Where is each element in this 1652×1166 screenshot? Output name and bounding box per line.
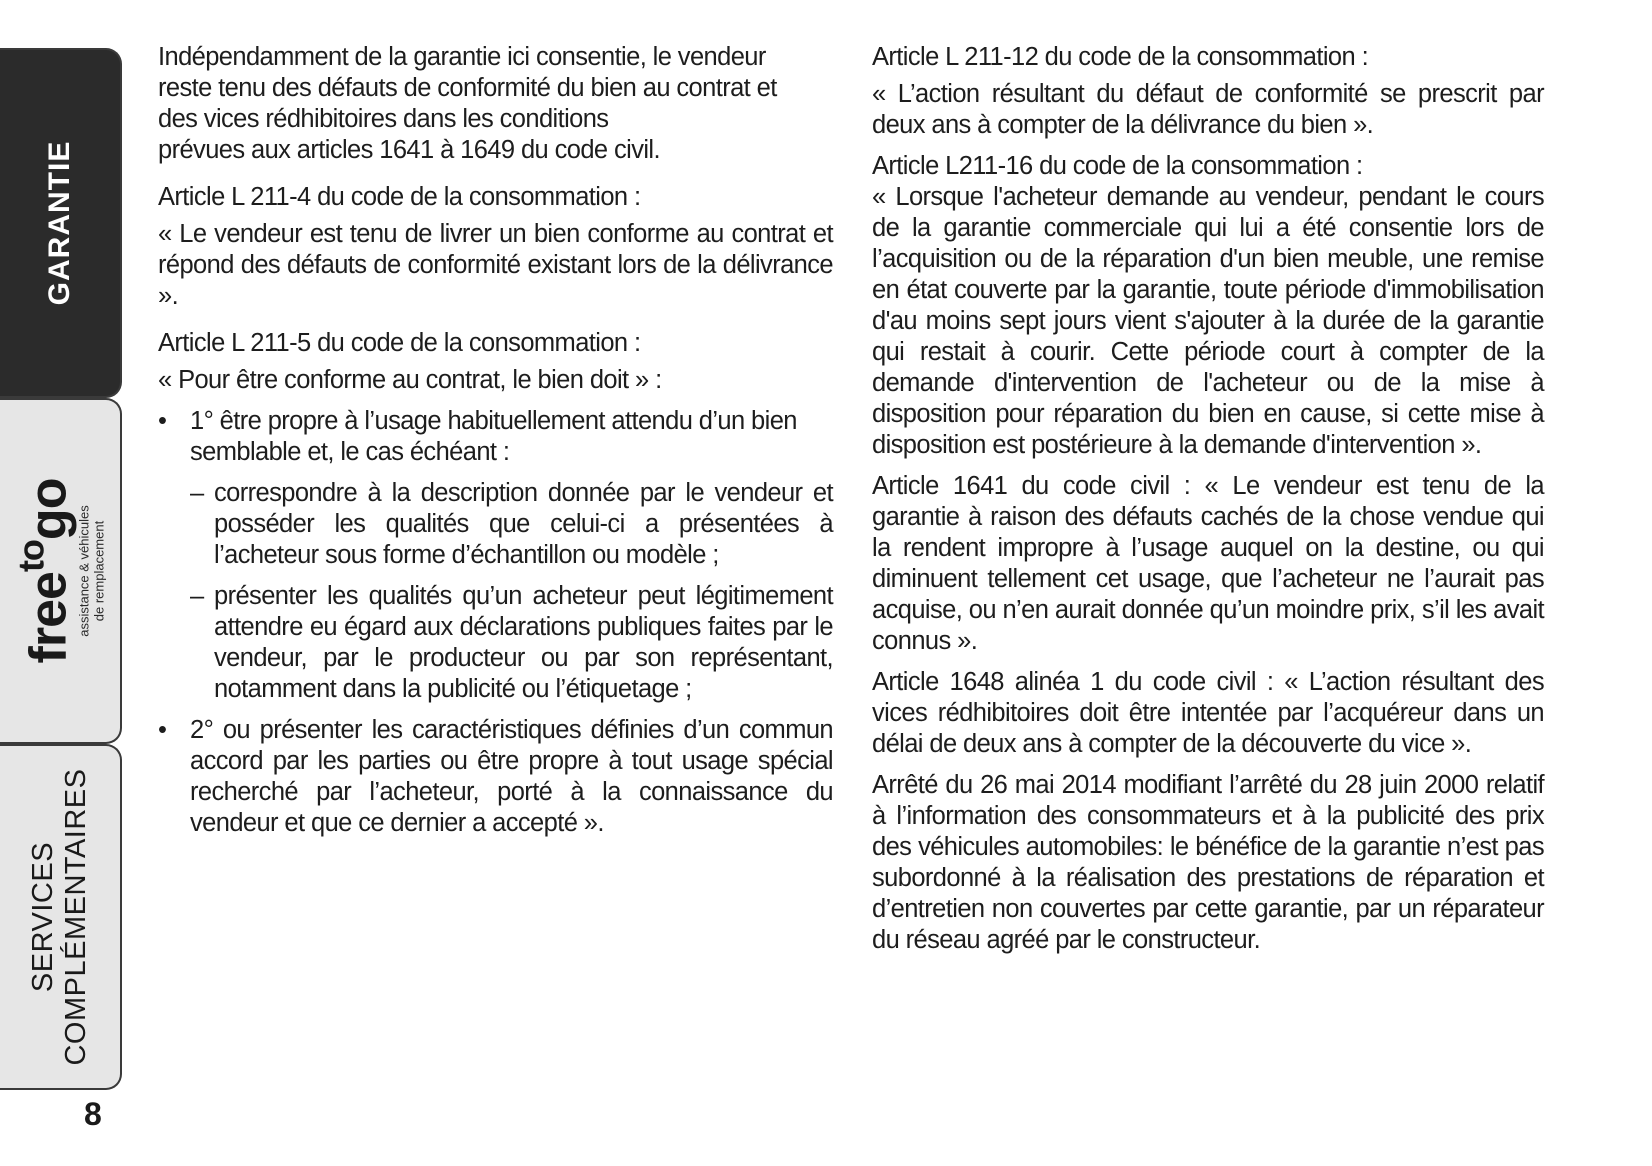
page-number: 8 <box>84 1096 102 1132</box>
article-211-5-intro: « Pour être conforme au contrat, le bien doit » : <box>158 366 662 394</box>
list-item <box>190 478 833 571</box>
intro-line: Indépendamment de la garantie ici consentie, le vendeur <box>158 43 766 71</box>
sub-item-text: correspondre à la description donnée par le vendeur et posséder les qualités que celui-ci a présentées à l’acheteur sous forme d’échantillon ou modèle ; <box>214 479 833 569</box>
brand-tagline <box>77 505 107 637</box>
freetogo-logo <box>10 478 107 664</box>
tab-freetogo[interactable] <box>0 398 122 744</box>
right-column <box>872 42 1544 966</box>
dash-marker: – <box>190 582 204 610</box>
list-item <box>190 581 833 705</box>
tagline-line-1: assistance & véhicules <box>76 505 92 637</box>
article-211-12-heading: Article L 211-12 du code de la consommation : <box>872 43 1369 71</box>
article-211-12-text: « L’action résultant du défaut de conformité se prescrit par deux ans à compter de la délivrance du bien ». <box>872 80 1544 139</box>
left-column <box>158 42 833 849</box>
brand-wordmark <box>10 478 78 664</box>
article-211-16-heading: Article L211-16 du code de la consommation : <box>872 152 1363 180</box>
tab-services-line-1: SERVICES <box>27 841 59 993</box>
brand-part-to: to <box>10 540 52 573</box>
tab-services-label <box>27 768 93 1065</box>
arrete-2014-text: Arrêté du 26 mai 2014 modifiant l’arrêté du 28 juin 2000 relatif à l’information des consommateurs et à la publicité des prix des véhicules automobiles: le bénéfice de la garantie n’est pas subordonné à la réalisation des prestations de réparation et d’entretien non couvertes par cette garantie, par un réparateur du réseau agréé par le constructeur. <box>872 771 1544 954</box>
article-1641-text: Article 1641 du code civil : « Le vendeur est tenu de la garantie à raison des défauts cachés de la chose vendue qui la rendent impropre à l’usage auquel on la destine, ou qui diminuent tellement cet usage, que l’acheteur ne l’aurait pas acquise, ou n’en aurait donnée qu’un moindre prix, s’il les avait connus ». <box>872 472 1544 655</box>
tagline-line-2: de remplacement <box>91 520 107 622</box>
intro-paragraph <box>158 42 833 166</box>
article-211-5-heading: Article L 211-5 du code de la consommation : <box>158 329 641 357</box>
brand-part-free: free <box>19 572 78 664</box>
tab-garantie[interactable] <box>0 48 122 398</box>
intro-line: reste tenu des défauts de conformité du bien au contrat et <box>158 74 777 102</box>
tab-services-complementaires[interactable] <box>0 744 122 1090</box>
article-211-16-text: « Lorsque l'acheteur demande au vendeur, pendant le cours de la garantie commerciale qui lui a été consentie lors de l’acquisition ou de la réparation d'un bien meuble, une remise en état couverte par la garantie, toute période d'immobilisation d'au moins sept jours vient s'ajouter à la durée de la garantie qui restait à courir. Cette période court à compter de la demande d'intervention de l'acheteur ou de la mise à disposition pour réparation du bien en cause, si cette mise à disposition est postérieure à la demande d'intervention ». <box>872 183 1544 459</box>
tab-services-line-2: COMPLÉMENTAIRES <box>60 768 92 1066</box>
list-item <box>158 406 833 468</box>
brand-part-go: go <box>19 478 78 541</box>
dash-marker: – <box>190 479 204 507</box>
article-211-4-text: « Le vendeur est tenu de livrer un bien conforme au contrat et répond des défauts de conformité existant lors de la délivrance ». <box>158 220 833 310</box>
bullet-marker: • <box>158 716 167 744</box>
bullet-marker: • <box>158 407 167 435</box>
intro-line: prévues aux articles 1641 à 1649 du code civil. <box>158 136 660 164</box>
article-1648-text: Article 1648 alinéa 1 du code civil : « L’action résultant des vices rédhibitoires doit être intentée par l’acquéreur dans un délai de deux ans à compter de la découverte du vice ». <box>872 668 1544 758</box>
bullet-text: 2° ou présenter les caractéristiques définies d’un commun accord par les parties ou être propre à tout usage spécial recherché par l’acheteur, porté à la connaissance du vendeur et que ce dernier a accepté ». <box>190 716 833 837</box>
sub-item-text: présenter les qualités qu’un acheteur peut légitimement attendre eu égard aux déclarations publiques faites par le vendeur, par le producteur ou par son représentant, notamment dans la publicité ou l’étiquetage ; <box>214 582 833 703</box>
intro-line: des vices rédhibitoires dans les conditions <box>158 105 609 133</box>
list-item <box>158 715 833 839</box>
bullet-text: 1° être propre à l’usage habituellement attendu d’un bien semblable et, le cas échéant : <box>190 407 797 466</box>
article-211-4-heading: Article L 211-4 du code de la consommation : <box>158 183 641 211</box>
tab-garantie-label: GARANTIE <box>43 140 76 306</box>
